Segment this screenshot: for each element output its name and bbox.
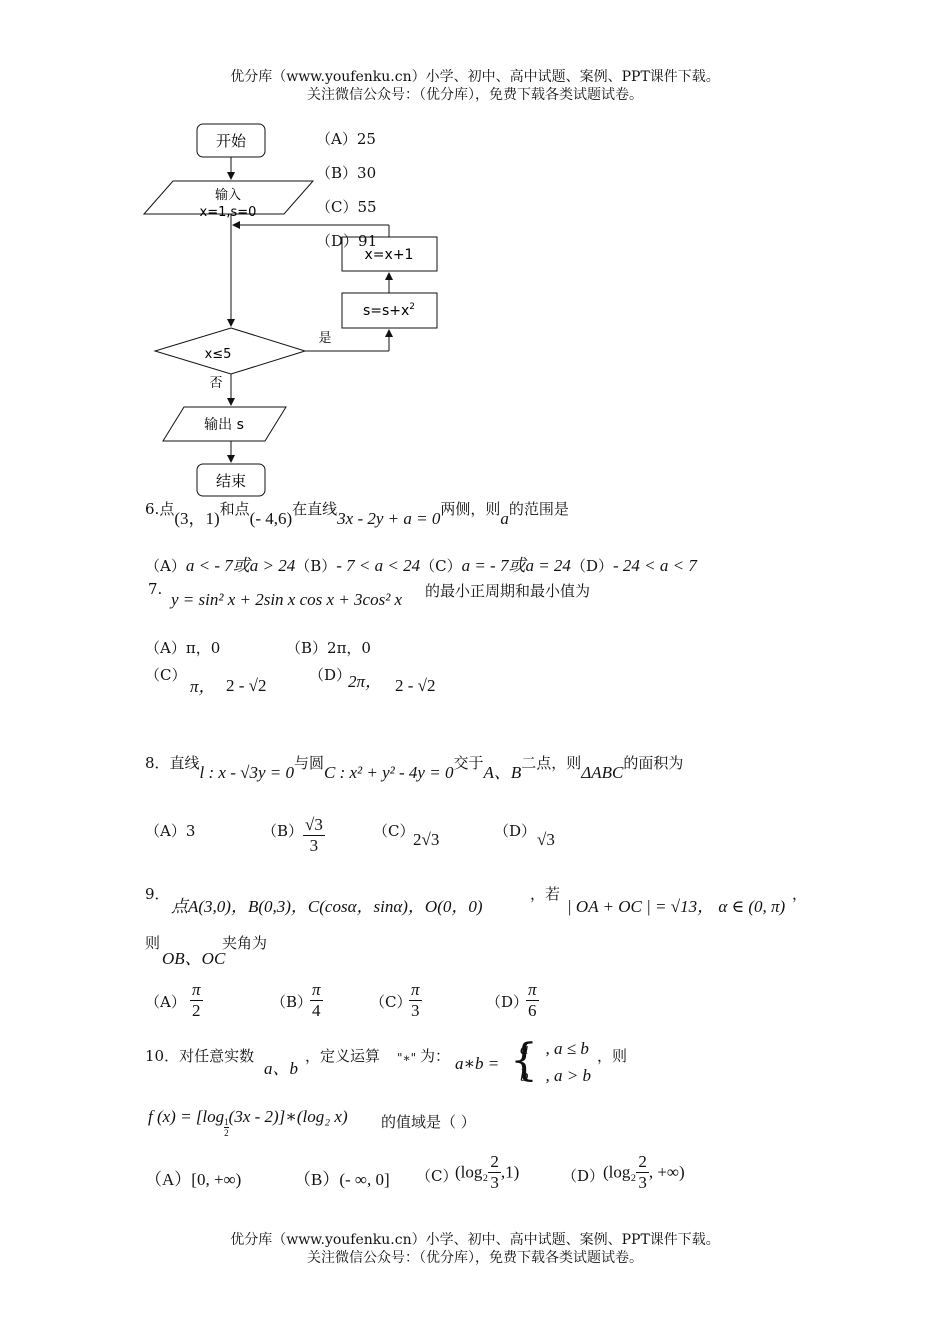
q9-option-c-num: π: [411, 980, 420, 999]
q8-circle: C : x² + y² - 4y = 0: [324, 763, 454, 782]
q9-option-b-fraction: [310, 980, 323, 1021]
flow-end-label: 结束: [215, 472, 247, 490]
q10-text-3: ，则: [597, 1047, 628, 1065]
q10-text-1: ，定义运算: [305, 1047, 381, 1065]
q7-option-b: （B）2π，0: [286, 639, 371, 657]
q10-def-lhs: a∗b =: [455, 1054, 500, 1073]
q5-option-a: （A）25: [316, 130, 376, 148]
q10-option-c-label: （C）: [416, 1167, 458, 1185]
q9-option-d-num: π: [528, 980, 537, 999]
q10-vars: a、b: [264, 1059, 298, 1078]
q8-stem: [145, 748, 684, 782]
q7-option-c-b: 2 - √2: [226, 676, 267, 695]
q7-option-d-a: 2π，: [348, 672, 383, 691]
q8-text-1: 与圆: [294, 754, 325, 772]
q9-text-2: ，: [792, 885, 808, 903]
q10-option-b: [294, 1165, 390, 1190]
flow-input-label-2: x=1,s=0: [199, 205, 257, 220]
q10-case-2: b , a > b: [520, 1066, 591, 1085]
q8-option-b-den: 3: [309, 836, 319, 855]
flow-no-label: 否: [209, 376, 223, 391]
q10-option-c-fraction: [488, 1152, 501, 1193]
q10-text-4: 的值域是（ ）: [381, 1113, 476, 1131]
q10-option-c-pre: (log₂: [455, 1162, 489, 1182]
q10-text-2: 为：: [420, 1047, 451, 1065]
q6-c-label: （C）: [420, 557, 462, 575]
q10-option-d-post: , +∞): [648, 1162, 685, 1182]
q8-triangle: ΔABC: [581, 763, 624, 782]
q6-stem: [145, 494, 569, 528]
q9-points: 点A(3,0)，B(0,3)，C(cosα，sinα)，O(0，0): [171, 897, 483, 916]
q8-option-b-fraction: [303, 815, 325, 856]
flow-step-s-label: [363, 302, 415, 319]
q10-option-d-label: （D）: [562, 1167, 605, 1185]
q6-options: [145, 551, 697, 576]
q9-option-b-num: π: [312, 980, 321, 999]
q9-text-1: ，若: [530, 885, 561, 903]
q6-number: 6.: [145, 500, 160, 518]
q8-option-b-num: √3: [305, 815, 323, 834]
q6-text-2: 和点: [219, 500, 250, 518]
q9-option-d-fraction: [526, 980, 539, 1021]
q9-option-c-label: （C）: [370, 993, 412, 1011]
q6-text-3: 在直线: [292, 500, 338, 518]
q7-expression: y = sin² x + 2sin x cos x + 3cos² x: [171, 590, 403, 609]
footer-line-1: 优分库（www.youfenku.cn）小学、初中、高中试题、案例、PPT课件下载。: [230, 1232, 720, 1248]
q10-brace: {: [510, 1035, 538, 1086]
q10-option-c-num: 2: [490, 1152, 499, 1171]
q8-text-3: 二点，则: [521, 754, 582, 772]
q6-point-1: (3，1): [174, 509, 220, 528]
q9-option-a-den: 2: [190, 1000, 203, 1021]
flow-output-label: 输出 s: [204, 417, 244, 433]
q10-option-c-value: [455, 1152, 519, 1193]
q8-text-4: 的面积为: [623, 754, 684, 772]
q10-func-rest: (3x - 2)]∗(log₂ x): [228, 1107, 348, 1126]
q10-option-a: [145, 1165, 241, 1190]
q9-vectors: OB、OC: [162, 949, 226, 968]
q10-option-d-fraction: [636, 1152, 649, 1193]
q7-number: 7.: [148, 580, 163, 598]
q8-number: 8．直线: [145, 754, 200, 772]
q9-option-a-fraction: [190, 980, 203, 1021]
q7-text: 的最小正周期和最小值为: [425, 582, 591, 600]
q8-option-c-value: 2√3: [413, 830, 440, 849]
q6-line: 3x - 2y + a = 0: [337, 509, 441, 528]
q10-option-d-pre: (log₂: [603, 1162, 637, 1182]
flow-step-s-exp: 2: [409, 302, 416, 312]
q6-c-value: a = - 7或a = 24: [461, 556, 571, 575]
q6-b-value: - 7 < a < 24: [336, 556, 421, 575]
q9-option-c-fraction: [409, 980, 422, 1021]
header-line-1: 优分库（www.youfenku.cn）小学、初中、高中试题、案例、PPT课件下载。: [230, 69, 720, 85]
footer-line-2: 关注微信公众号：（优分库），免费下载各类试题试卷。: [307, 1250, 643, 1266]
q10-operator: "∗": [397, 1051, 417, 1065]
q9-option-a-num: π: [192, 980, 201, 999]
q8-option-b-label: （B）: [262, 822, 304, 840]
q9-then: 则: [145, 934, 161, 952]
q8-text-2: 交于: [453, 754, 484, 772]
q6-point-2: (- 4,6): [249, 509, 293, 528]
q6-text-4: 两侧，则: [440, 500, 501, 518]
q6-d-value: - 24 < a < 7: [612, 556, 697, 575]
q6-a-value: a < - 7或a > 24: [185, 556, 296, 575]
q8-option-d-label: （D）: [494, 822, 537, 840]
q7-option-c-label: （C）: [145, 666, 187, 684]
q6-d-label: （D）: [570, 557, 613, 575]
q9-condition: | OA + OC | = √13， α ∈ (0, π): [567, 897, 786, 916]
q8-option-d-value: √3: [537, 830, 555, 849]
q8-option-a: （A）3: [145, 822, 196, 840]
flow-yes-label: 是: [318, 331, 332, 346]
q8-points: A、B: [483, 763, 522, 782]
flow-start-label: 开始: [215, 132, 247, 150]
flow-condition-label: x≤5: [204, 347, 232, 362]
q10-option-d-value: [603, 1152, 685, 1193]
q5-option-c: （C）55: [316, 198, 377, 216]
q7-option-d-b: 2 - √2: [395, 676, 436, 695]
q9-option-d-den: 6: [526, 1000, 539, 1021]
q10-function: [148, 1107, 348, 1138]
q8-option-c-label: （C）: [373, 822, 415, 840]
q8-line: l : x - √3y = 0: [199, 763, 294, 782]
q6-text-5: 的范围是: [508, 500, 569, 518]
header-line-2: 关注微信公众号：（优分库），免费下载各类试题试卷。: [307, 87, 643, 103]
flowchart: [0, 0, 460, 500]
q6-a-label: （A）: [145, 557, 186, 575]
flow-step-x-label: x=x+1: [364, 247, 414, 263]
q10-func-start: f (x) = [log: [148, 1107, 225, 1126]
flow-step-s-text: s=s+x: [362, 303, 410, 319]
q9-option-c-den: 3: [409, 1000, 422, 1021]
q9-option-b-den: 4: [310, 1000, 323, 1021]
q10-case-1: a , a ≤ b: [520, 1039, 589, 1058]
q9-option-d-label: （D）: [486, 993, 529, 1011]
q6-text-1: 点: [159, 500, 175, 518]
flow-input-label-1: 输入: [214, 188, 242, 203]
q6-b-label: （B）: [295, 557, 337, 575]
q5-option-b: （B）30: [316, 164, 377, 182]
q10-option-c-post: ,1): [500, 1162, 520, 1182]
q10-option-d-den: 3: [638, 1173, 647, 1192]
q10-option-b-text: （B）(- ∞, 0]: [294, 1170, 390, 1189]
q7-option-c-a: π，: [190, 677, 216, 696]
q10-number: 10．对任意实数: [145, 1047, 255, 1065]
q10-func-sub-num: 1: [224, 1117, 229, 1127]
q10-func-sub-den: 2: [224, 1128, 229, 1138]
q6-var: a: [500, 509, 509, 528]
q7-option-a: （A）π，0: [145, 639, 221, 657]
q10-option-c-den: 3: [490, 1173, 499, 1192]
q9-option-b-label: （B）: [271, 993, 313, 1011]
q9-text-3: 夹角为: [222, 934, 268, 952]
q5-option-d: （D）91: [316, 232, 378, 250]
q9-option-a-label: （A）: [145, 993, 186, 1011]
q7-option-d-label: （D）: [309, 666, 352, 684]
q10-option-a-text: （A）[0, +∞): [145, 1170, 242, 1189]
q10-option-d-num: 2: [638, 1152, 647, 1171]
q9-number: 9．: [145, 885, 170, 903]
